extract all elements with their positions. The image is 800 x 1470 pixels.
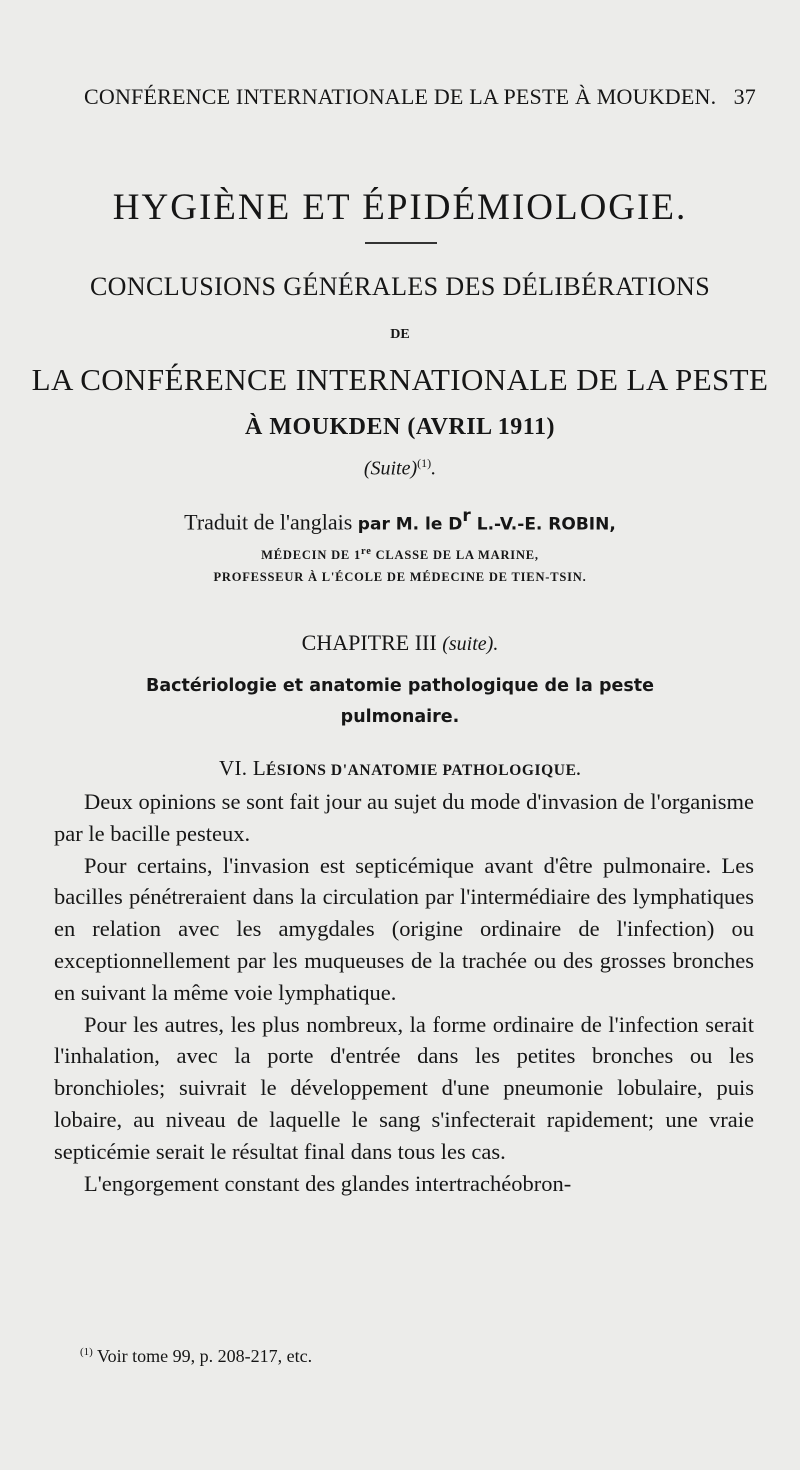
section-title: HYGIÈNE ET ÉPIDÉMIOLOGIE. <box>112 187 688 228</box>
suite-footnote-marker: (1) <box>417 456 432 470</box>
paragraph: Deux opinions se sont fait jour au sujet du mode d'invasion de l'organisme par le bacille pesteux. <box>54 789 754 846</box>
cred-a: MÉDECIN DE 1 <box>261 548 362 563</box>
translator-credential-2: PROFESSEUR À L'ÉCOLE DE MÉDECINE DE TIEN-TSIN. <box>213 570 587 584</box>
chapter-subtitle <box>0 671 800 733</box>
section-vi-heading <box>0 756 800 781</box>
running-head <box>84 84 756 110</box>
section-vi-numeral: VI. <box>218 756 253 780</box>
chapter-subtitle-line-1: Bactériologie et anatomie pathologique de la peste <box>145 676 654 696</box>
paragraph: L'engorgement constant des glandes intertrachéobron- <box>84 1170 572 1196</box>
translator-name-a: par M. le D <box>357 514 463 535</box>
translator-prefix: Traduit de l'anglais <box>184 509 358 535</box>
heading-moukden: À MOUKDEN (AVRIL 1911) <box>245 414 555 440</box>
paragraph: Pour les autres, les plus nombreux, la forme ordinaire de l'infection serait l'inhalation, avec la porte d'entrée dans les petites bronches ou les bronchioles; suivrait le développement d'une pneumonie lobulaire, puis lobaire, au niveau de laquelle le sang s'infecterait rapidement; une vraie septicémie serait le résultat final dans tous les cas. <box>54 1011 754 1164</box>
translator-line <box>0 506 800 535</box>
translator-suffix: , <box>609 514 616 535</box>
footnote-text: Voir tome 99, p. 208-217, etc. <box>92 1346 313 1366</box>
paragraph: Pour certains, l'invasion est septicémique avant d'être pulmonaire. Les bacilles pénétreraient dans la circulation par l'intermédiaire des lymphatiques en relation avec les amygdales (origine ordinaire de l'infection) ou exceptionnellement par les muqueuses de la trachée ou des grosses bronches en suivant la même voie lymphatique. <box>54 852 754 1005</box>
heading-suite <box>0 456 800 481</box>
heading-de: DE <box>390 327 410 342</box>
chapter-heading <box>0 630 800 656</box>
chapter-suite: (suite). <box>442 633 499 655</box>
body-text <box>54 786 754 1199</box>
cred-b: CLASSE DE LA MARINE, <box>371 548 539 563</box>
suite-label: (Suite) <box>363 457 418 480</box>
cred-sup: re <box>361 546 372 557</box>
heading-conclusions: CONCLUSIONS GÉNÉRALES DES DÉLIBÉRATIONS <box>89 272 711 301</box>
heading-conference: LA CONFÉRENCE INTERNATIONALE DE LA PESTE <box>31 362 769 397</box>
page-number: 37 <box>733 84 756 109</box>
footnote-marker: (1) <box>80 1346 93 1358</box>
running-head-title: CONFÉRENCE INTERNATIONALE DE LA PESTE À MOUKDEN. <box>84 84 717 109</box>
footnote <box>80 1346 312 1367</box>
section-vi-title: ÉSIONS D'ANATOMIE PATHOLOGIQUE. <box>265 762 581 779</box>
translator-name-b: L.-V.-E. ROBIN <box>470 514 610 535</box>
section-vi-initial: L <box>252 756 266 780</box>
chapter-subtitle-line-2: pulmonaire. <box>340 707 460 727</box>
suite-period: . <box>431 457 437 480</box>
chapter-label: CHAPITRE III <box>301 630 443 655</box>
translator-name-sup: r <box>462 506 471 526</box>
title-divider <box>365 242 437 244</box>
translator-credential-1 <box>0 546 800 563</box>
